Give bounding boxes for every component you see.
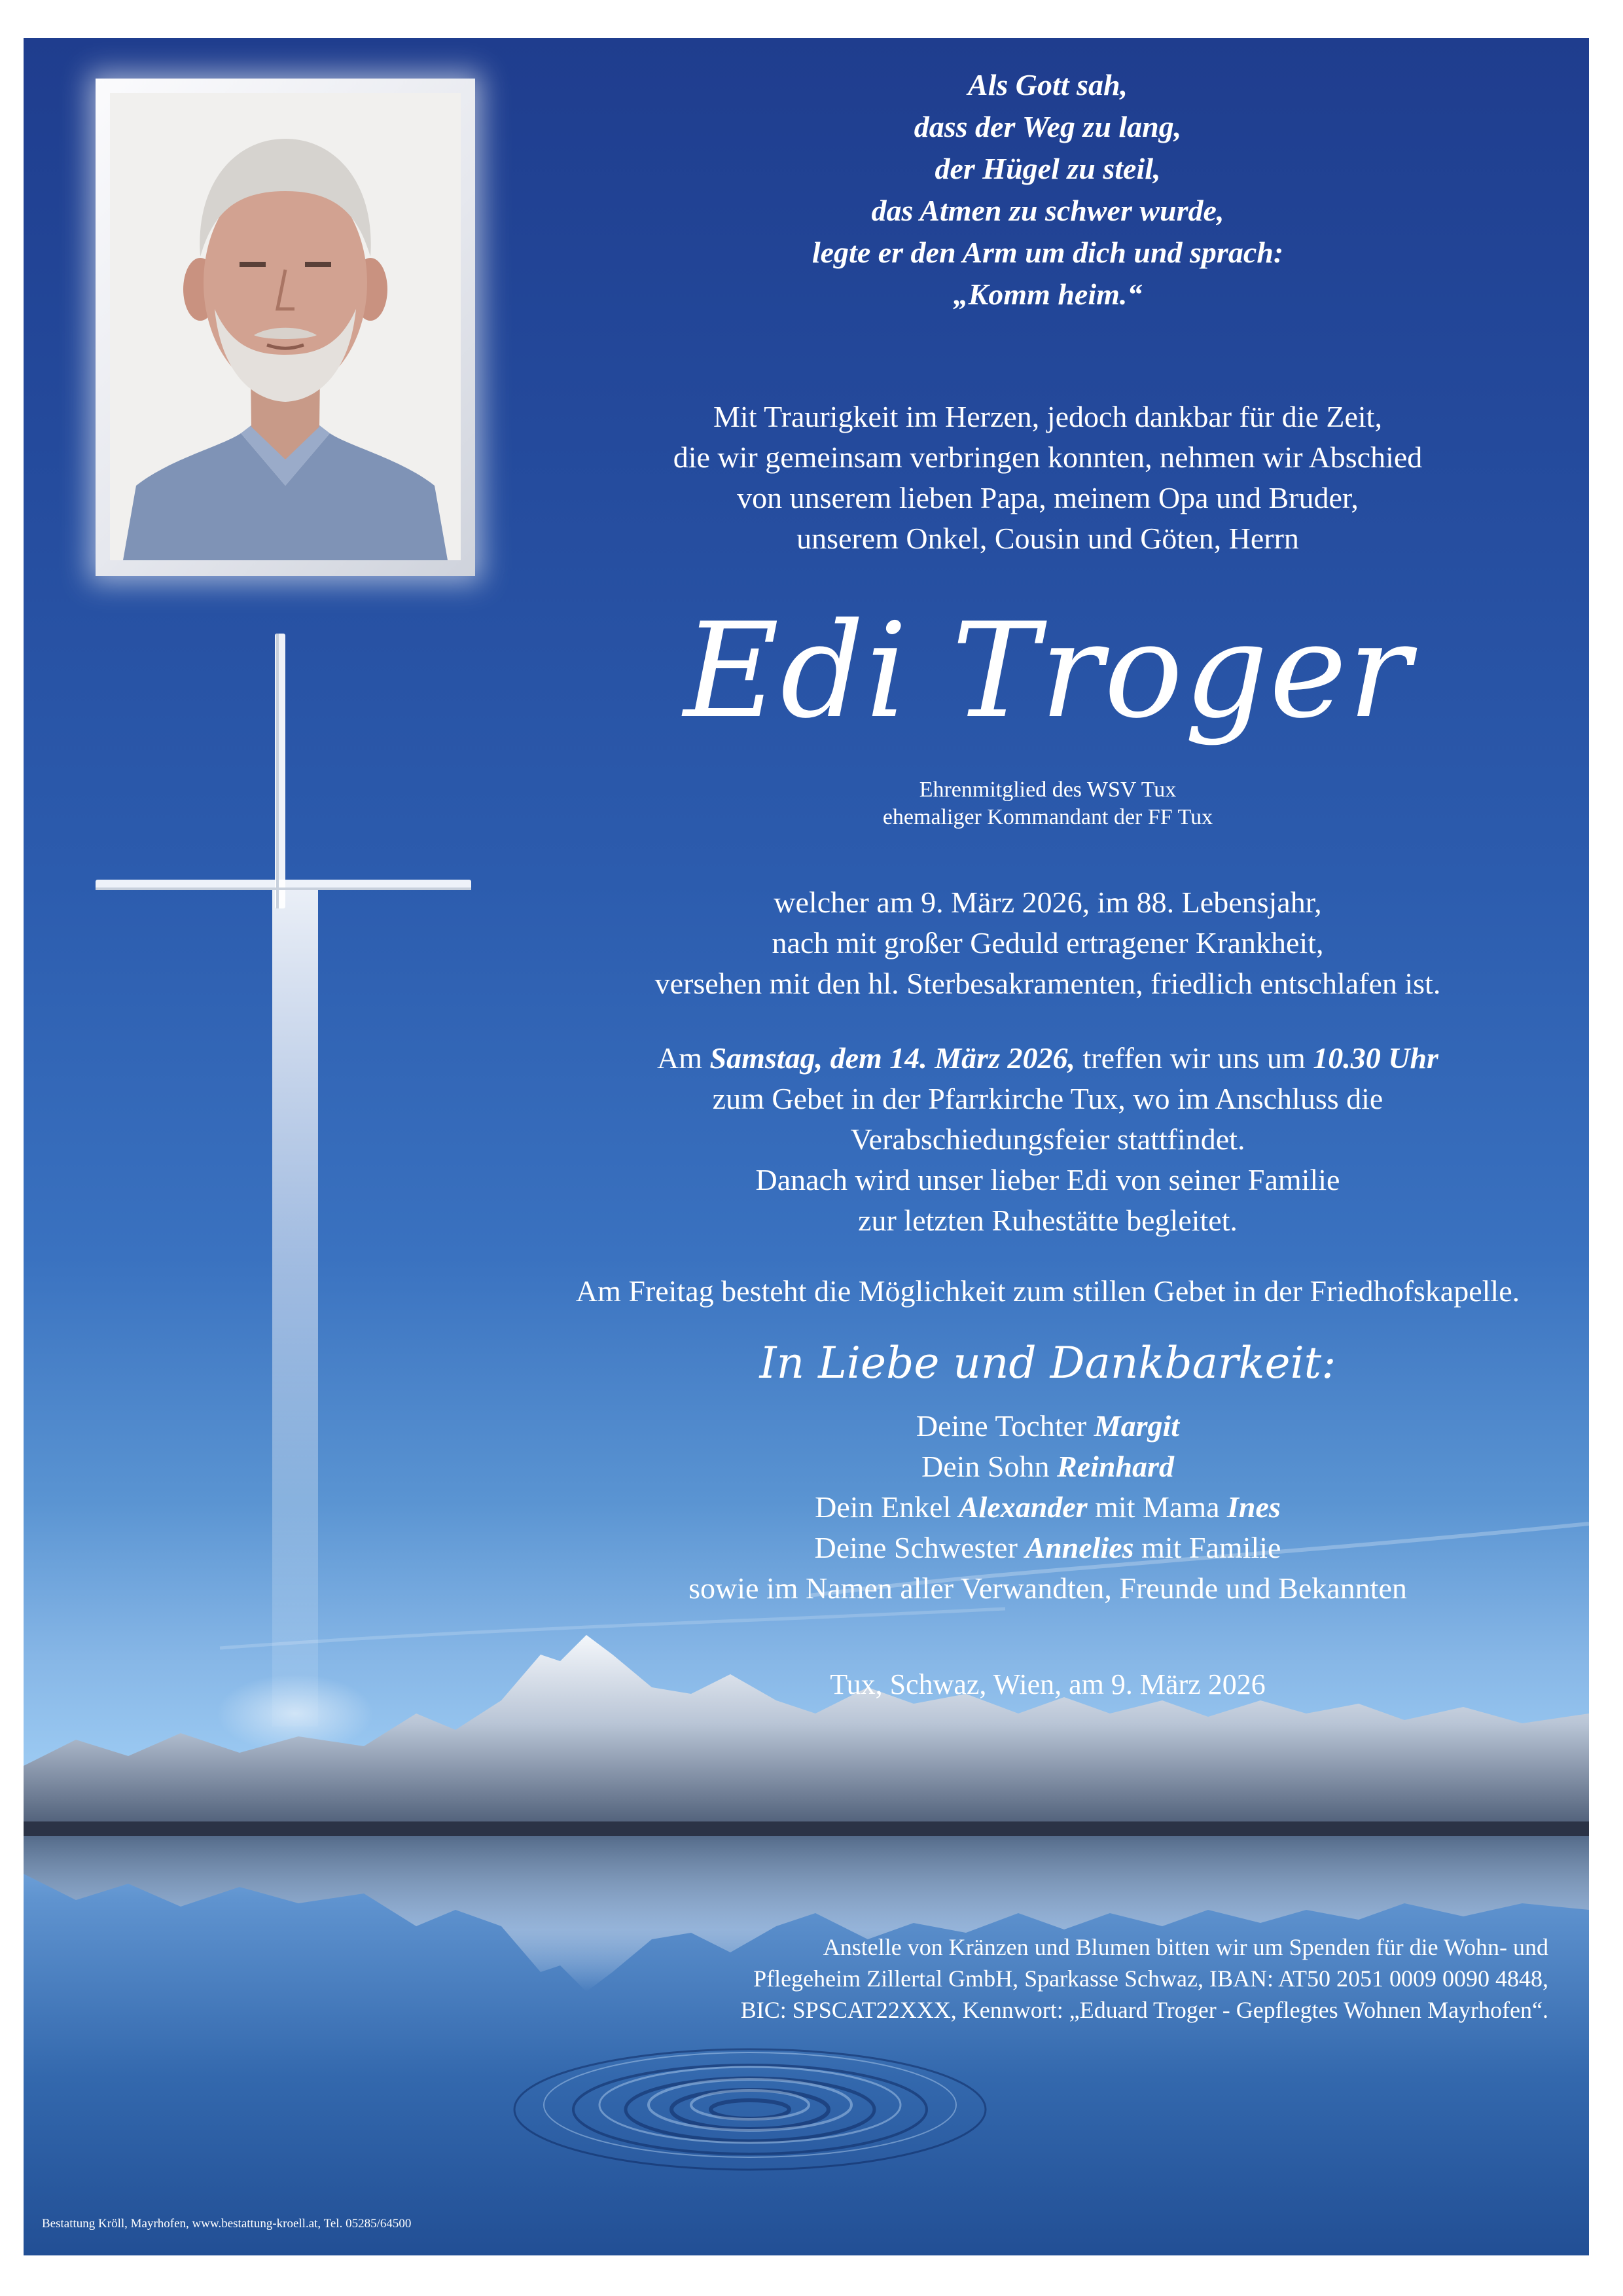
- poem-line: der Hügel zu steil,: [935, 152, 1161, 185]
- shoreline: [24, 1821, 1589, 1836]
- honor-line: ehemaliger Kommandant der FF Tux: [882, 805, 1213, 829]
- funeral-home-footer: Bestattung Kröll, Mayrhofen, www.bestattung-kroell.at, Tel. 05285/64500: [42, 2217, 412, 2231]
- place-date: Tux, Schwaz, Wien, am 9. März 2026: [830, 1668, 1266, 1700]
- prayer-note: Am Freitag besteht die Möglichkeit zum stillen Gebet in der Friedhofskapelle.: [575, 1274, 1520, 1308]
- funeral-mid: treffen wir uns um: [1075, 1041, 1313, 1075]
- honors: [521, 776, 1575, 831]
- poem: [521, 64, 1575, 315]
- donation-line: Anstelle von Kränzen und Blumen bitten wir um Spenden für die Wohn- und: [823, 1934, 1548, 1960]
- honor-line: Ehrenmitglied des WSV Tux: [919, 778, 1177, 802]
- death-notice: [521, 882, 1575, 1004]
- portrait-photo: [110, 93, 461, 560]
- funeral-time: 10.30 Uhr: [1313, 1041, 1438, 1075]
- family-line: [521, 1406, 1575, 1446]
- funeral-info: [521, 1038, 1575, 1241]
- light-beam: [272, 889, 318, 1727]
- poem-line: „Komm heim.“: [953, 278, 1143, 311]
- family-list: [521, 1406, 1575, 1609]
- funeral-line: zum Gebet in der Pfarrkirche Tux, wo im Anschluss die: [712, 1082, 1383, 1115]
- family-heading: In Liebe und Dankbarkeit:: [759, 1338, 1336, 1388]
- intro-text: [521, 397, 1575, 559]
- death-line: welcher am 9. März 2026, im 88. Lebensjahr,: [774, 886, 1322, 919]
- family-relation: Deine Schwester: [814, 1531, 1026, 1564]
- death-line: nach mit großer Geduld ertragener Krankheit,: [772, 926, 1324, 960]
- death-line: versehen mit den hl. Sterbesakramenten, friedlich entschlafen ist.: [654, 967, 1441, 1000]
- family-name: Alexander: [958, 1490, 1088, 1524]
- family-line: sowie im Namen aller Verwandten, Freunde und Bekannten: [688, 1571, 1407, 1605]
- family-relation: Dein Enkel: [815, 1490, 959, 1524]
- intro-line: unserem Onkel, Cousin und Göten, Herrn: [796, 522, 1299, 555]
- family-name: Margit: [1094, 1409, 1180, 1443]
- intro-line: die wir gemeinsam verbringen konnten, nehmen wir Abschied: [673, 440, 1423, 474]
- family-relation: Deine Tochter: [916, 1409, 1094, 1443]
- family-relation: mit Mama: [1087, 1490, 1228, 1524]
- family-name: Annelies: [1025, 1531, 1134, 1564]
- funeral-prefix: Am: [657, 1041, 710, 1075]
- funeral-line: Danach wird unser lieber Edi von seiner Familie: [755, 1163, 1340, 1196]
- intro-line: Mit Traurigkeit im Herzen, jedoch dankbar für die Zeit,: [713, 400, 1382, 433]
- poem-line: das Atmen zu schwer wurde,: [871, 194, 1224, 227]
- family-line: [521, 1446, 1575, 1487]
- family-relation: Dein Sohn: [921, 1450, 1058, 1483]
- family-name: Ines: [1227, 1490, 1281, 1524]
- funeral-date: Samstag, dem 14. März 2026,: [709, 1041, 1075, 1075]
- family-line: [521, 1528, 1575, 1568]
- portrait-frame: [96, 79, 475, 576]
- donation-line: BIC: SPSCAT22XXX, Kennwort: „Eduard Troger - Gepflegtes Wohnen Mayrhofen“.: [740, 1997, 1548, 2023]
- family-name: Reinhard: [1057, 1450, 1174, 1483]
- funeral-line-1: [521, 1038, 1575, 1079]
- poem-line: legte er den Arm um dich und sprach:: [812, 236, 1284, 269]
- donation-line: Pflegeheim Zillertal GmbH, Sparkasse Schwaz, IBAN: AT50 2051 0009 0090 4848,: [753, 1965, 1548, 1992]
- poem-line: Als Gott sah,: [967, 68, 1128, 101]
- deceased-name: Edi Troger: [683, 595, 1412, 747]
- donation-note: [586, 1931, 1548, 2026]
- funeral-line: Verabschiedungsfeier stattfindet.: [850, 1122, 1245, 1156]
- cloud-streak: [220, 1609, 1005, 1648]
- family-line: [521, 1487, 1575, 1528]
- funeral-line: zur letzten Ruhestätte begleitet.: [858, 1204, 1238, 1237]
- obituary-card: [24, 38, 1589, 2255]
- family-relation: mit Familie: [1133, 1531, 1281, 1564]
- poem-line: dass der Weg zu lang,: [914, 110, 1182, 143]
- intro-line: von unserem lieben Papa, meinem Opa und Bruder,: [737, 481, 1359, 514]
- cross-icon: [96, 634, 471, 908]
